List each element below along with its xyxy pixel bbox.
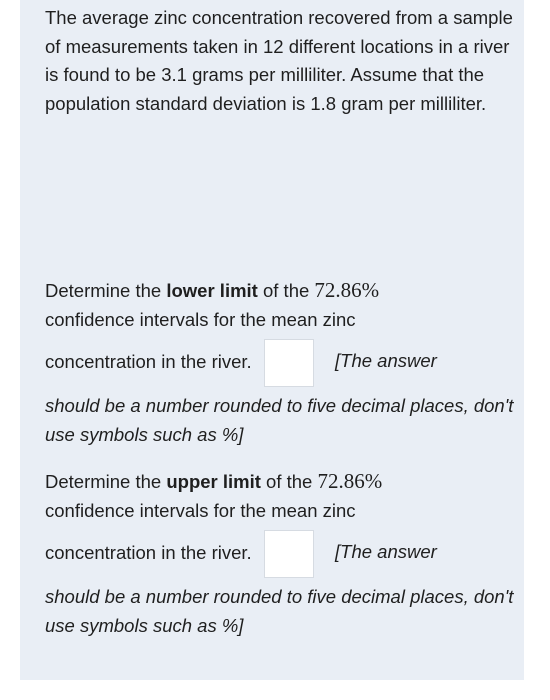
confidence-percent: 72.86%	[314, 278, 380, 302]
lower-limit-label: lower limit	[166, 280, 258, 301]
upper-limit-label: upper limit	[166, 471, 261, 492]
question-line-2: confidence intervals for the mean zinc	[45, 499, 356, 521]
problem-statement: The average zinc concentration recovered from a sample of measurements taken in 12 different locations in a river is found to be 3.1 grams per milliliter. Assume that the population standard deviation is 1.8 gram per milliliter.	[45, 7, 513, 115]
question-line-3: concentration in the river. [The answer	[45, 525, 515, 579]
question-line-1: Determine the lower limit of the 72.86%	[45, 278, 380, 302]
answer-note-start: [The answer	[335, 541, 437, 563]
question-line-3: concentration in the river. [The answer	[45, 334, 515, 388]
upper-limit-answer-input[interactable]	[264, 530, 314, 578]
lower-limit-question	[45, 276, 515, 450]
answer-note-start: [The answer	[335, 350, 437, 372]
answer-note-end: should be a number rounded to five decimal places, don't use symbols such as %]	[45, 395, 514, 446]
question-line-1: Determine the upper limit of the 72.86%	[45, 469, 383, 493]
question-panel	[20, 0, 524, 680]
confidence-percent: 72.86%	[317, 469, 383, 493]
answer-note-end: should be a number rounded to five decimal places, don't use symbols such as %]	[45, 586, 514, 637]
question-line-2: confidence intervals for the mean zinc	[45, 308, 356, 330]
lower-limit-answer-input[interactable]	[264, 339, 314, 387]
upper-limit-question	[45, 467, 515, 641]
